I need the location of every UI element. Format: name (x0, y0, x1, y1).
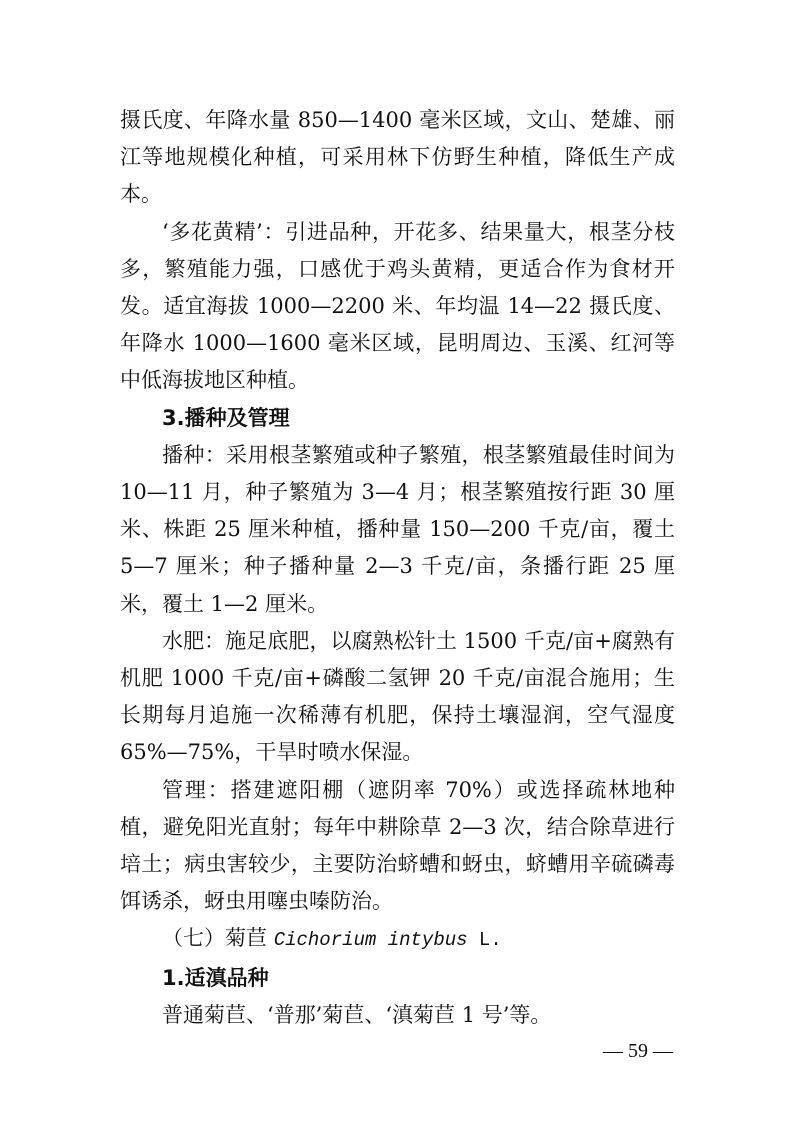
page-number: — 59 — (603, 1040, 673, 1062)
heading-suitable-varieties: 1.适滇品种 (162, 965, 269, 990)
paragraph-management: 管理：搭建遮阳棚（遮阴率 70%）或选择疏林地种植，避免阳光直射；每年中耕除草 2—3 次，结合除草进行培土；病虫害较少，主要防治蛴螬和蚜虫，蛴螬用辛硫磷毒饵诱杀，蚜虫用噻虫嗪防治。 (120, 777, 675, 914)
section-title-prefix: （七）菊苣 (162, 926, 274, 951)
document-body (120, 102, 675, 1034)
heading-sowing-management: 3.播种及管理 (162, 405, 290, 430)
paragraph-varieties: 普通菊苣、‘普那’菊苣、‘滇菊苣 1 号’等。 (162, 1002, 552, 1027)
section-author: L. (467, 929, 502, 952)
section-latin-name: Cichorium intybus (273, 929, 468, 952)
section-title-chicory (120, 920, 675, 959)
paragraph-duohua-huangjing: ‘多花黄精’：引进品种，开花多、结果量大，根茎分枝多，繁殖能力强，口感优于鸡头黄精，更适合作为食材开发。适宜海拔 1000—2200 米、年均温 14—22 摄氏度、年降水 1000—1600 毫米区域，昆明周边、玉溪、红河等中低海拔地区种植。 (120, 219, 675, 393)
paragraph-sowing: 播种：采用根茎繁殖或种子繁殖，根茎繁殖最佳时间为10—11 月，种子繁殖为 3—4 月；根茎繁殖按行距 30 厘米、株距 25 厘米种植，播种量 150—200 千克/亩，覆土 5—7 厘米；种子播种量 2—3 千克/亩，条播行距 25 厘米，覆土 1—2 厘米。 (120, 442, 675, 616)
paragraph-rainfall-region: 摄氏度、年降水量 850—1400 毫米区域，文山、楚雄、丽江等地规模化种植，可采用林下仿野生种植，降低生产成本。 (120, 108, 675, 207)
paragraph-water-fertilizer: 水肥：施足底肥，以腐熟松针土 1500 千克/亩+腐熟有机肥 1000 千克/亩+磷酸二氢钾 20 千克/亩混合施用；生长期每月追施一次稀薄有机肥，保持土壤湿润，空气湿度 65%—75%，干旱时喷水保湿。 (120, 628, 675, 765)
